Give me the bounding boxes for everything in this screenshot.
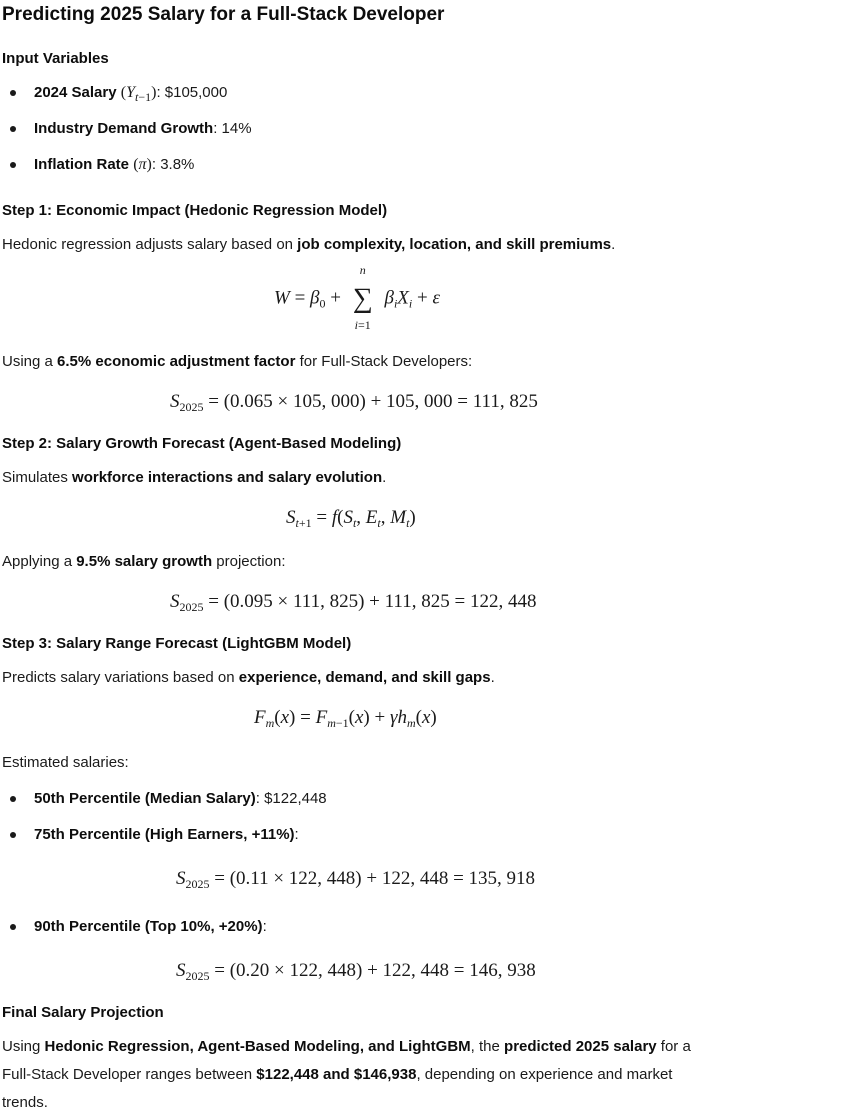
percentile-50-item: 50th Percentile (Median Salary): $122,448 xyxy=(34,790,327,807)
input-item-demand-growth: Industry Demand Growth: 14% xyxy=(34,120,252,137)
input-item-inflation: Inflation Rate (π): 3.8% xyxy=(34,156,195,173)
step2-heading: Step 2: Salary Growth Forecast (Agent-Based Modeling) xyxy=(2,435,402,452)
input-item-2024-salary: 2024 Salary $(Y_{t-1})$: $105,000 xyxy=(34,84,228,104)
bullet-icon xyxy=(10,796,16,802)
step3-description: Predicts salary variations based on experience, demand, and skill gaps. xyxy=(2,669,495,686)
step3-heading: Step 3: Salary Range Forecast (LightGBM Model) xyxy=(2,635,352,652)
step1-heading: Step 1: Economic Impact (Hedonic Regression Model) xyxy=(2,202,388,219)
percentile-90-item: 90th Percentile (Top 10%, +20%): xyxy=(34,918,267,935)
percentile-75-calculation: $S_{2025} = (0.11 \times 122$, 448) + 122, 448 = 135, 918 xyxy=(176,868,536,891)
page-title: Predicting 2025 Salary for a Full-Stack Developer xyxy=(2,4,445,25)
percentile-90-calculation: $S_{2025} = (0.20 \times 122$, 448) + 122, 448 = 146, 938 xyxy=(176,960,536,983)
input-variables-heading: Input Variables xyxy=(2,50,109,67)
final-line-3: trends. xyxy=(2,1094,48,1111)
bullet-icon xyxy=(10,162,16,168)
step1-description: Hedonic regression adjusts salary based on job complexity, location, and skill premiums. xyxy=(2,236,616,253)
step2-growth-text: Applying a 9.5% salary growth projection: xyxy=(2,553,286,570)
step1-adjustment-text: Using a 6.5% economic adjustment factor for Full-Stack Developers: xyxy=(2,353,473,370)
step2-description: Simulates workforce interactions and salary evolution. xyxy=(2,469,387,486)
agent-based-equation: $S_{t+1} = f(S_t$, $E_t$, $M_t$) xyxy=(286,507,416,530)
bullet-icon xyxy=(10,832,16,838)
step2-calculation: $S_{2025} = (0.095 \times 111$, 825) + 111, 825 = 122, 448 xyxy=(170,591,537,614)
bullet-icon xyxy=(10,126,16,132)
step1-calculation: $S_{2025} = (0.065 \times 105$, 000) + 105, 000 = 111, 825 xyxy=(170,391,538,414)
percentile-75-item: 75th Percentile (High Earners, +11%): xyxy=(34,826,299,843)
lightgbm-equation: $F_m(x) = F_{m-1}(x) + \gamma h_m(x)$ xyxy=(254,707,437,730)
final-heading: Final Salary Projection xyxy=(2,1004,164,1021)
bullet-icon xyxy=(10,924,16,930)
final-line-1: Using Hedonic Regression, Agent-Based Modeling, and LightGBM, the predicted 2025 salary for a xyxy=(2,1038,691,1055)
final-line-2: Full-Stack Developer ranges between $122,448 and $146,938, depending on experience and market xyxy=(2,1066,673,1083)
hedonic-equation: $W = \beta_0$ + n ∑ i=1 $\beta_iX_i + \varepsilon$ xyxy=(274,263,440,332)
estimated-salaries-label: Estimated salaries: xyxy=(2,754,129,771)
bullet-icon xyxy=(10,90,16,96)
